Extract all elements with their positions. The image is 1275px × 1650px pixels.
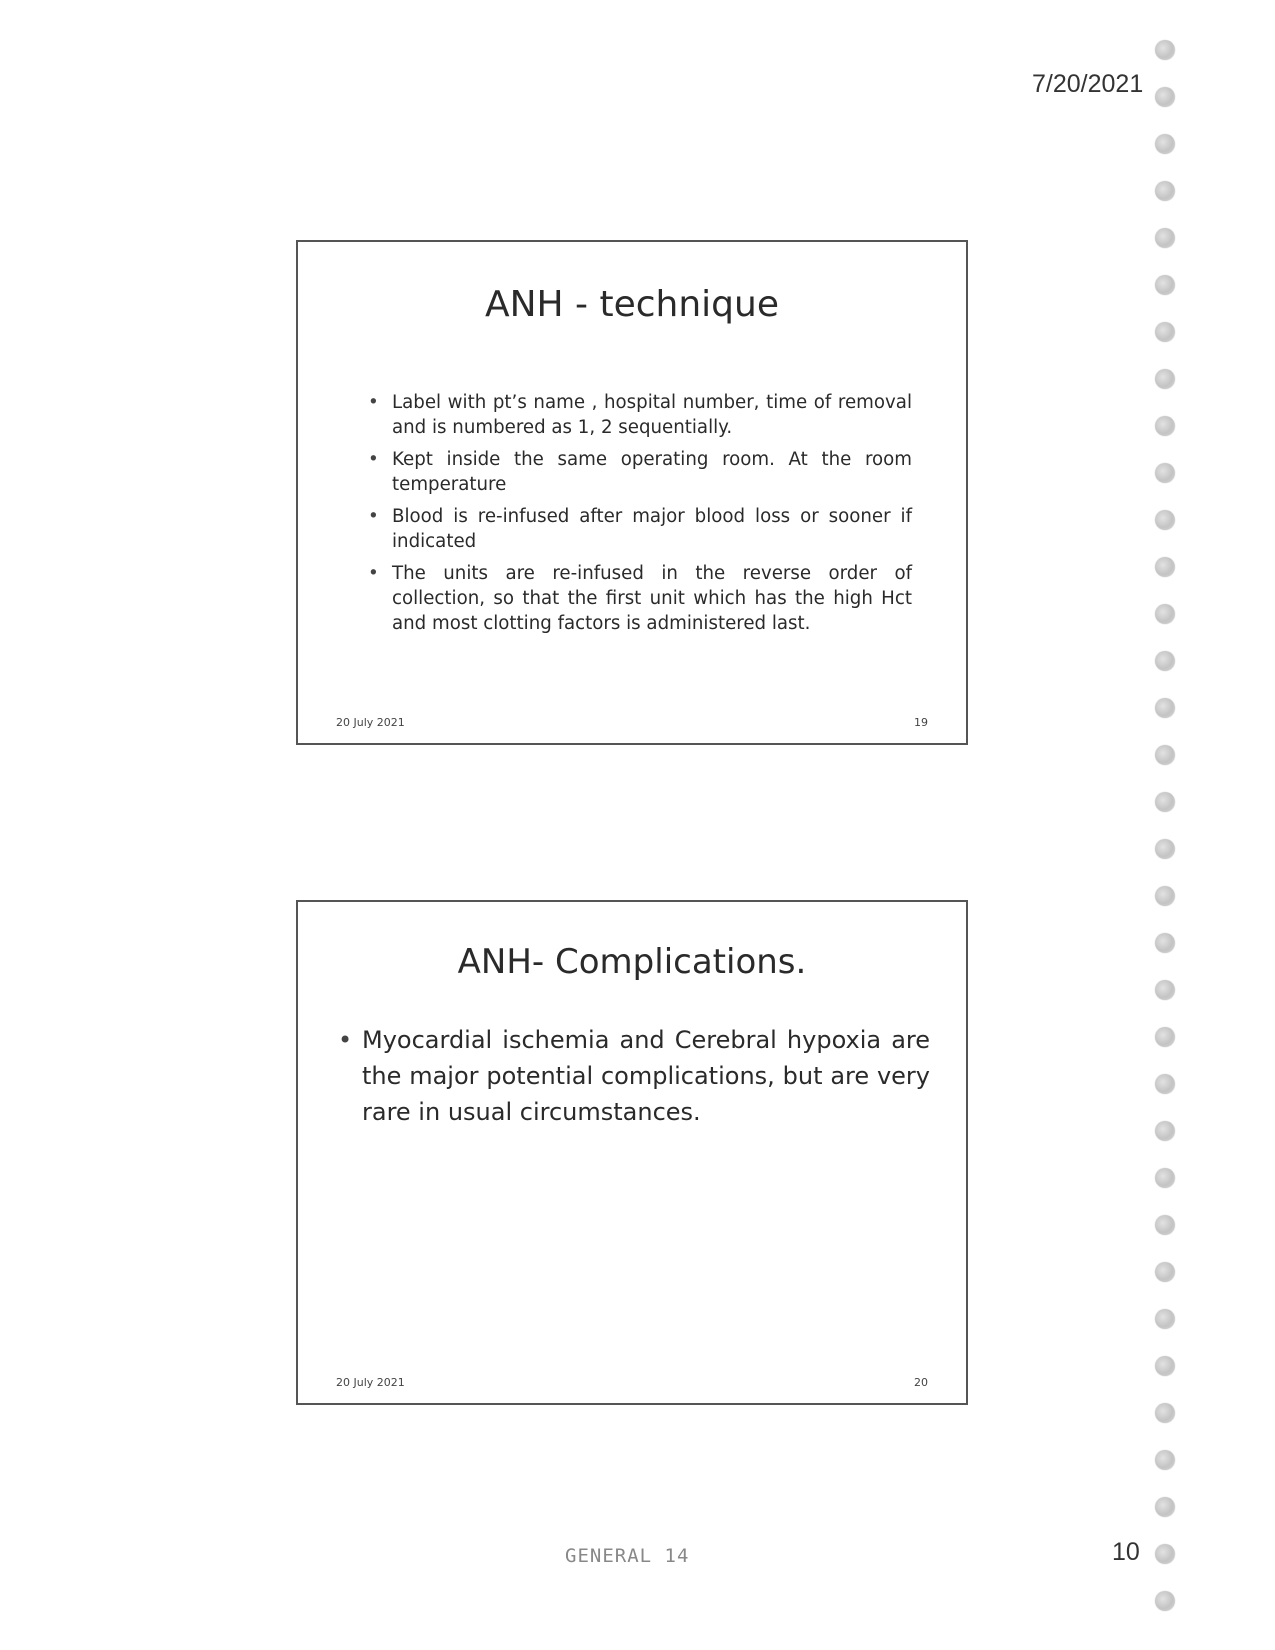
slide-number: 19	[914, 716, 928, 729]
binder-hole-icon	[1155, 463, 1175, 483]
binder-hole-icon	[1155, 510, 1175, 530]
binder-hole-icon	[1155, 87, 1175, 107]
binder-hole-icon	[1155, 1215, 1175, 1235]
binder-hole-icon	[1155, 369, 1175, 389]
binder-hole-icon	[1155, 1403, 1175, 1423]
bullet-text: Label with pt’s name , hospital number, time of removal and is numbered as 1, 2 sequentially.	[392, 392, 912, 438]
slide-title: ANH- Complications.	[457, 942, 807, 982]
binder-hole-icon	[1155, 651, 1175, 671]
binder-hole-icon	[1155, 228, 1175, 248]
page-footer-label: GENERAL 14	[565, 1545, 690, 1567]
binder-hole-icon	[1155, 1262, 1175, 1282]
bullet-text: Blood is re-infused after major blood loss or sooner if indicated	[392, 506, 912, 552]
binder-hole-icon	[1155, 1074, 1175, 1094]
print-date: 7/20/2021	[1032, 70, 1144, 98]
slide-title: ANH - technique	[484, 284, 779, 325]
bullet-text: Kept inside the same operating room. At the room temperature	[392, 449, 912, 495]
slide-19	[296, 240, 968, 745]
slide-footer-date: 20 July 2021	[336, 1376, 405, 1389]
bullet-text: Myocardial ischemia and Cerebral hypoxia are the major potential complications, but are very rare in usual circumstances.	[362, 1026, 930, 1126]
bullet-list	[366, 390, 912, 643]
binder-hole-icon	[1155, 604, 1175, 624]
binder-hole-icon	[1155, 181, 1175, 201]
binder-hole-icon	[1155, 275, 1175, 295]
binder-hole-icon	[1155, 557, 1175, 577]
binder-hole-icon	[1155, 134, 1175, 154]
binder-hole-icon	[1155, 1309, 1175, 1329]
bullet-item	[366, 561, 912, 636]
slide-number: 20	[914, 1376, 928, 1389]
binder-hole-icon	[1155, 1027, 1175, 1047]
slide-footer-date: 20 July 2021	[336, 716, 405, 729]
binder-hole-icon	[1155, 1121, 1175, 1141]
binder-hole-icon	[1155, 40, 1175, 60]
binder-hole-icon	[1155, 1591, 1175, 1611]
slide-20	[296, 900, 968, 1405]
binder-hole-icon	[1155, 698, 1175, 718]
binder-hole-icon	[1155, 886, 1175, 906]
binder-hole-icon	[1155, 1168, 1175, 1188]
bullet-item	[336, 1022, 930, 1130]
binder-hole-icon	[1155, 1450, 1175, 1470]
bullet-icon: •	[338, 1026, 353, 1054]
bullet-icon: •	[368, 563, 379, 584]
bullet-item	[366, 447, 912, 497]
binder-hole-icon	[1155, 416, 1175, 436]
binder-hole-icon	[1155, 322, 1175, 342]
bullet-icon: •	[368, 449, 379, 470]
binder-hole-icon	[1155, 745, 1175, 765]
binder-hole-icon	[1155, 839, 1175, 859]
binding-holes	[1153, 40, 1179, 1640]
bullet-item	[366, 390, 912, 440]
bullet-icon: •	[368, 392, 379, 413]
binder-hole-icon	[1155, 1497, 1175, 1517]
binder-hole-icon	[1155, 792, 1175, 812]
bullet-list	[336, 1022, 930, 1130]
bullet-text: The units are re-infused in the reverse order of collection, so that the first unit which has the high Hct and most clotting factors is administered last.	[392, 563, 912, 634]
binder-hole-icon	[1155, 980, 1175, 1000]
bullet-item	[366, 504, 912, 554]
page-number: 10	[1112, 1538, 1140, 1566]
binder-hole-icon	[1155, 1544, 1175, 1564]
binder-hole-icon	[1155, 933, 1175, 953]
binder-hole-icon	[1155, 1356, 1175, 1376]
bullet-icon: •	[368, 506, 379, 527]
